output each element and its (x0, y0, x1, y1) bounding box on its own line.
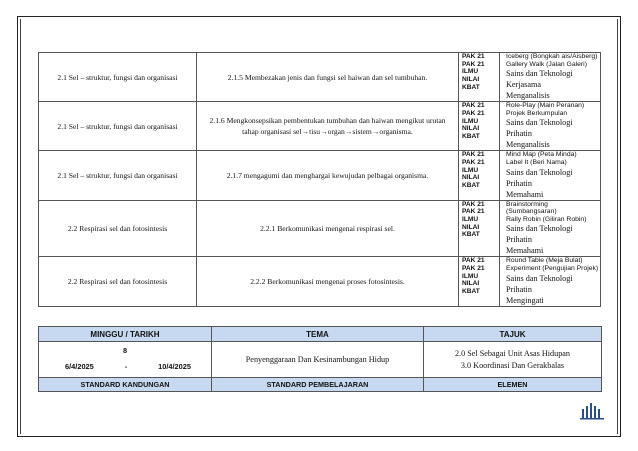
element-code: KBAT (462, 83, 480, 91)
element-code: KBAT (462, 231, 480, 239)
element-value: Label It (Beri Nama) (506, 158, 567, 166)
element-value: Iceberg (Bongkah ais/Aisberg) (506, 53, 598, 60)
table-row (39, 257, 601, 306)
standard-kandungan-cell: 2.1 Sel – struktur, fungsi dan organisasi (39, 53, 197, 102)
element-code: PAK 21 (462, 53, 485, 60)
standard-pembelajaran-cell: 2.1.7 mengagumi dan menghargai kewujudan pelbagai organisma. (197, 151, 459, 200)
element-value: Menganalisis (506, 140, 550, 150)
element-value-cell (500, 53, 601, 102)
standard-kandungan-cell: 2.1 Sel – struktur, fungsi dan organisasi (39, 102, 197, 151)
element-code-cell (459, 102, 500, 151)
week-date-cell (39, 342, 212, 378)
element-code: KBAT (462, 133, 480, 140)
element-value: Menganalisis (506, 91, 550, 101)
element-value-cell (500, 200, 601, 257)
standard-pembelajaran-cell: 2.2.1 Berkomunikasi mengenai respirasi sel. (197, 200, 459, 257)
tema-value: Penyenggaraan Dan Kesinambungan Hidup (212, 342, 424, 378)
col-week-header: MINGGU / TARIKH (39, 327, 212, 342)
week-number: 8 (122, 346, 128, 355)
date-separator: - (124, 362, 128, 371)
element-code-cell (459, 257, 500, 306)
element-value: Mind Map (Peta Minda) (506, 151, 577, 159)
table-row (39, 53, 601, 102)
element-value: Memahami (506, 246, 544, 256)
standard-kandungan-cell: 2.2 Respirasi sel dan fotosintesis (39, 200, 197, 257)
element-value: Sains dan Teknologi (506, 224, 573, 234)
date-range (65, 362, 191, 371)
element-code: KBAT (462, 288, 480, 296)
element-value-cell (500, 102, 601, 151)
tajuk-line-2: 3.0 Koordinasi Dan Gerakbalas (460, 360, 565, 370)
date-start: 6/4/2025 (65, 362, 94, 371)
element-code: NILAI (462, 280, 480, 288)
col-standard-kandungan: STANDARD KANDUNGAN (39, 378, 212, 392)
col-standard-pembelajaran: STANDARD PEMBELAJARAN (212, 378, 424, 392)
weekly-header-table (38, 326, 602, 392)
page-border-inner-right (617, 19, 618, 434)
tajuk-line-1: 2.0 Sel Sebagai Unit Asas Hidupan (454, 348, 571, 358)
element-code: NILAI (462, 76, 480, 84)
element-code: PAK 21 (462, 200, 485, 208)
element-code: PAK 21 (462, 159, 485, 167)
element-code: NILAI (462, 125, 480, 133)
element-value: Sains dan Teknologi (506, 273, 573, 283)
element-code: NILAI (462, 223, 480, 231)
element-code: ILMU (462, 117, 479, 125)
element-value-cell (500, 151, 601, 200)
tajuk-cell (424, 342, 602, 378)
element-value: Prihatin (506, 129, 532, 139)
element-code: ILMU (462, 166, 479, 174)
element-code: PAK 21 (462, 265, 485, 273)
element-value: Prihatin (506, 284, 532, 294)
element-value: Gallery Walk (Jalan Galeri) (506, 60, 587, 68)
standard-kandungan-cell: 2.1 Sel – struktur, fungsi dan organisasi (39, 151, 197, 200)
element-value-cell (500, 257, 601, 306)
standard-pembelajaran-cell: 2.2.2 Berkomunikasi mengenai proses fotosintesis. (197, 257, 459, 306)
element-code: KBAT (462, 182, 480, 190)
learning-standards-table (38, 52, 601, 307)
element-value: Experiment (Pengujian Projek) (506, 264, 599, 272)
element-value: Sains dan Teknologi (506, 167, 573, 177)
element-value: Rally Robin (Giliran Robin) (506, 215, 587, 223)
element-value: Sains dan Teknologi (506, 118, 573, 128)
element-code: PAK 21 (462, 60, 485, 68)
standard-pembelajaran-cell: 2.1.6 Mengkonsepsikan pembentukan tumbuhan dan haiwan mengikut urutan tahap organisasi sel→tisu→organ→sistem→organisma. (197, 102, 459, 151)
element-value: Memahami (506, 189, 544, 199)
element-value: Role-Play (Main Peranan) (506, 102, 585, 110)
page-border-inner-left (20, 19, 21, 434)
element-code: PAK 21 (462, 102, 485, 110)
col-tema-header: TEMA (212, 327, 424, 342)
col-elemen: ELEMEN (424, 378, 602, 392)
element-code: ILMU (462, 272, 479, 280)
element-code: NILAI (462, 174, 480, 182)
col-tajuk-header: TAJUK (424, 327, 602, 342)
element-value: Mengingati (506, 295, 544, 305)
element-code-cell (459, 151, 500, 200)
date-end: 10/4/2025 (158, 362, 191, 371)
element-code: PAK 21 (462, 208, 485, 216)
table-row (39, 200, 601, 257)
element-value: Sains dan Teknologi (506, 69, 573, 79)
table-row (39, 151, 601, 200)
element-code-cell (459, 53, 500, 102)
element-code: PAK 21 (462, 257, 485, 265)
element-code: ILMU (462, 68, 479, 76)
element-value: Prihatin (506, 178, 532, 188)
element-code: PAK 21 (462, 151, 485, 159)
element-value: Projek Berkumpulan (506, 109, 568, 117)
element-value: Round Table (Meja Bulat) (506, 257, 583, 265)
standard-pembelajaran-cell: 2.1.5 Membezakan jenis dan fungsi sel haiwan dan sel tumbuhan. (197, 53, 459, 102)
element-value: Brainstorming (Sumbangsaran) (506, 200, 557, 216)
element-code-cell (459, 200, 500, 257)
element-code: PAK 21 (462, 109, 485, 117)
element-value: Prihatin (506, 235, 532, 245)
element-value: Kerjasama (506, 80, 542, 90)
standard-kandungan-cell: 2.2 Respirasi sel dan fotosintesis (39, 257, 197, 306)
table-row (39, 102, 601, 151)
element-code: ILMU (462, 215, 479, 223)
ministry-logo-icon (579, 401, 605, 421)
